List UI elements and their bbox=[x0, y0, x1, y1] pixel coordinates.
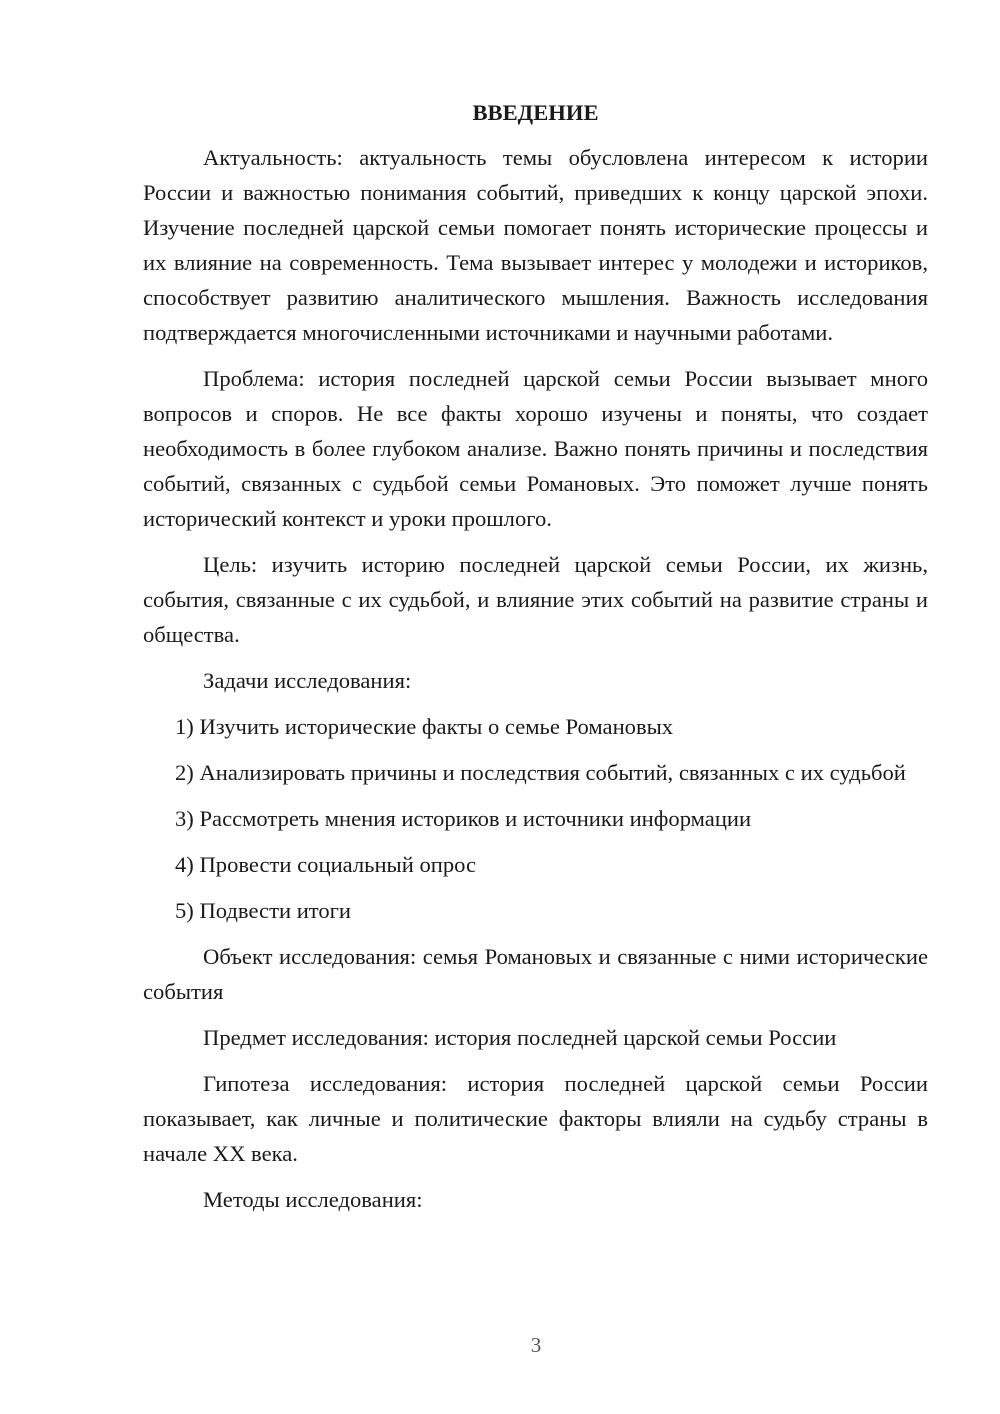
task-item: 5) Подвести итоги bbox=[175, 898, 352, 923]
task-item: 3) Рассмотреть мнения историков и источники информации bbox=[175, 806, 752, 831]
goal-paragraph: Цель: изучить историю последней царской семьи России, их жизнь, события, связанные с их судьбой, и влияние этих событий на развитие страны и общества. bbox=[143, 552, 928, 647]
relevance-paragraph: Актуальность: актуальность темы обусловлена интересом к истории России и важностью понимания событий, приведших к концу царской эпохи. Изучение последней царской семьи помогает понять исторические процессы и их влияние на современность. Тема вызывает интерес у молодежи и историков, способствует развитию аналитического мышления. Важность исследования подтверждается многочисленными источниками и научными работами. bbox=[143, 145, 928, 345]
hypothesis-paragraph: Гипотеза исследования: история последней царской семьи России показывает, как личные и политические факторы влияли на судьбу страны в начале XX века. bbox=[143, 1071, 928, 1166]
section-title: ВВЕДЕНИЕ bbox=[472, 100, 599, 125]
tasks-heading: Задачи исследования: bbox=[203, 668, 412, 693]
page-content bbox=[143, 95, 928, 1228]
page-number: 3 bbox=[530, 1333, 542, 1357]
task-item: 1) Изучить исторические факты о семье Романовых bbox=[175, 714, 674, 739]
object-paragraph: Объект исследования: семья Романовых и связанные с ними исторические события bbox=[143, 944, 928, 1004]
methods-heading: Методы исследования: bbox=[203, 1187, 423, 1212]
task-item: 2) Анализировать причины и последствия событий, связанных с их судьбой bbox=[175, 760, 906, 785]
task-item: 4) Провести социальный опрос bbox=[175, 852, 477, 877]
subject-paragraph: Предмет исследования: история последней царской семьи России bbox=[203, 1025, 837, 1050]
problem-paragraph: Проблема: история последней царской семьи России вызывает много вопросов и споров. Не все факты хорошо изучены и поняты, что создает необходимость в более глубоком анализе. Важно понять причины и последствия событий, связанных с судьбой семьи Романовых. Это поможет лучше понять исторический контекст и уроки прошлого. bbox=[143, 366, 928, 531]
